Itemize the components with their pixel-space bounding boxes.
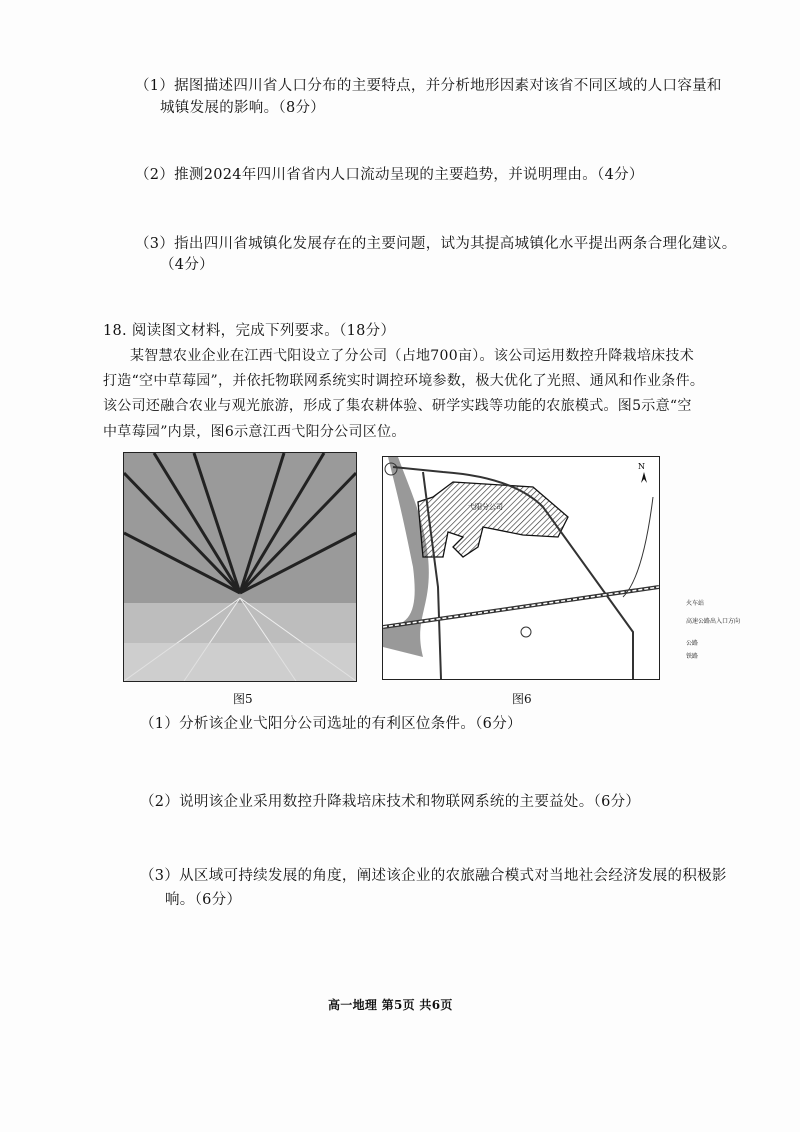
fig6-caption: 图6 — [512, 692, 532, 706]
figure5-strawberry-greenhouse-photo — [123, 452, 357, 682]
figure6-location-map — [382, 456, 660, 680]
q18-2: （2）说明该企业采用数控升降栽培床技术和物联网系统的主要益处。（6分） — [140, 794, 641, 810]
material-line: 打造“空中草莓园”，并依托物联网系统实时调控环境参数，极大优化了光照、通风和作业条件。 — [103, 373, 705, 389]
material-line: 该公司还融合农业与观光旅游，形成了集农耕体验、研学实践等功能的农旅模式。图5示意“空 — [103, 398, 692, 414]
train-station-icon — [521, 627, 531, 637]
q18-3-line1: （3）从区域可持续发展的角度，阐述该企业的农旅融合模式对当地社会经济发展的积极影 — [140, 868, 727, 884]
legend-road: 公路 — [686, 640, 699, 647]
q17-2: （2）推测2024年四川省省内人口流动呈现的主要趋势，并说明理由。（4分） — [135, 167, 644, 183]
fig5-caption: 图5 — [233, 692, 253, 706]
legend-highway-exit: 高速公路出入口方向 — [686, 618, 741, 625]
material-line: 某智慧农业企业在江西弋阳设立了分公司（占地700亩）。该公司运用数控升降栽培床技术 — [130, 348, 695, 364]
north-arrow-icon — [641, 472, 647, 483]
company-label: 弋阳分公司 — [468, 503, 503, 511]
legend-railway: 铁路 — [686, 653, 699, 660]
material-line: 中草莓园”内景，图6示意江西弋阳分公司区位。 — [103, 424, 406, 440]
q17-3-line1: （3）指出四川省城镇化发展存在的主要问题，试为其提高城镇化水平提出两条合理化建议。 — [135, 236, 737, 252]
north-label: N — [638, 462, 645, 471]
q18-1: （1）分析该企业弋阳分公司选址的有利区位条件。（6分） — [140, 716, 522, 732]
q17-1-line1: （1）据图描述四川省人口分布的主要特点，并分析地形因素对该省不同区域的人口容量和 — [135, 78, 722, 94]
q18-heading: 18. 阅读图文材料，完成下列要求。（18分） — [103, 323, 396, 339]
page-footer: 高一地理 第5页 共6页 — [328, 998, 453, 1012]
company-site — [418, 482, 568, 557]
q17-3-line2: （4分） — [160, 257, 214, 273]
legend-station: 火车站 — [686, 600, 705, 607]
q18-3-line2: 响。（6分） — [165, 892, 242, 908]
q17-1-line2: 城镇发展的影响。（8分） — [160, 100, 326, 116]
